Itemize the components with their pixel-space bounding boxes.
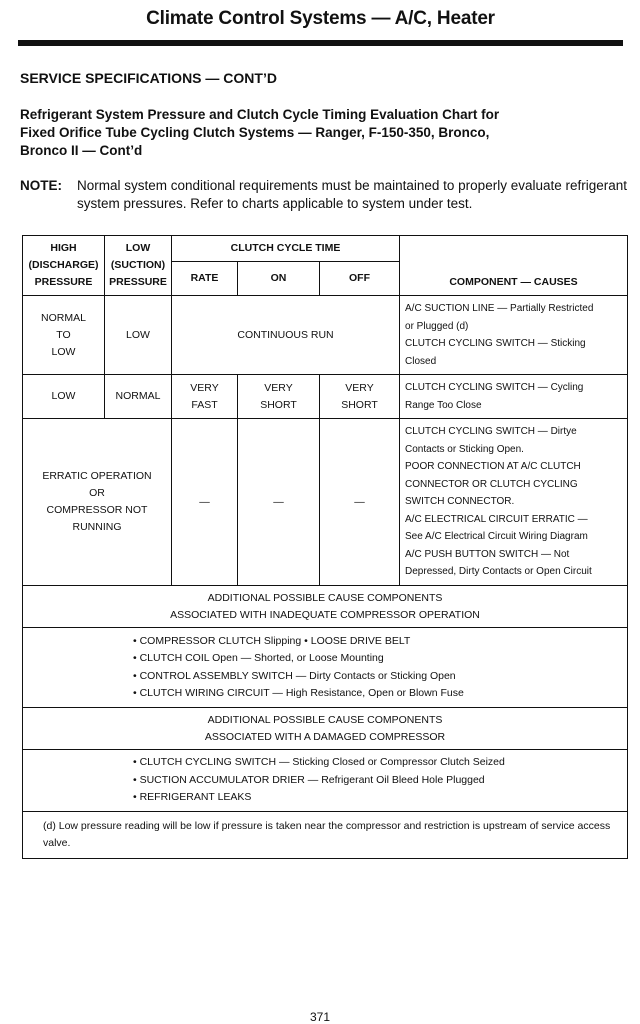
chart-title-line: Fixed Orifice Tube Cycling Clutch Systems — Ranger, F-150-350, Bronco, (20, 125, 490, 140)
list-item: • CONTROL ASSEMBLY SWITCH — Dirty Contacts or Sticking Open (133, 669, 456, 682)
note-text: Normal system conditional requirements must be maintained to properly evaluate refrigerant system pressures. Refer to charts applicable to system under test. (77, 178, 628, 211)
table-row (23, 296, 628, 375)
chart-title-line: Refrigerant System Pressure and Clutch Cycle Timing Evaluation Chart for (20, 107, 500, 122)
header-high-pressure: HIGH (DISCHARGE) PRESSURE (23, 236, 105, 296)
note-label: NOTE: (20, 178, 62, 193)
list-item: • CLUTCH CYCLING SWITCH — Sticking Closed or Compressor Clutch Seized (133, 756, 505, 768)
header-off: OFF (320, 262, 400, 296)
note (20, 177, 627, 213)
chart-title-line: Bronco II — Cont’d (20, 143, 143, 158)
inadequate-operation-heading: ADDITIONAL POSSIBLE CAUSE COMPONENTS ASSOCIATED WITH INADEQUATE COMPRESSOR OPERATION (23, 586, 628, 628)
damaged-compressor-list (23, 750, 628, 812)
list-item: • COMPRESSOR CLUTCH Slipping • LOOSE DRIVE BELT (133, 634, 411, 647)
table-row (23, 375, 628, 419)
cell-off: — (320, 419, 400, 586)
header-rate: RATE (172, 262, 238, 296)
page-header-title: Climate Control Systems — A/C, Heater (146, 8, 495, 29)
cell-causes: CLUTCH CYCLING SWITCH — Cycling Range Too Close (400, 375, 628, 419)
cell-causes: CLUTCH CYCLING SWITCH — Dirtye Contacts or Sticking Open. POOR CONNECTION AT A/C CLUTCH CONNECTOR OR CLUTCH CYCLING SWITCH CONNECTOR. A/C ELECTRICAL CIRCUIT ERRATIC — See A/C Electrical Circuit Wiring Diagram A/C PUSH BUTTON SWITCH — Not Depressed, Dirty Contacts or Open Circuit (400, 419, 628, 586)
footnote: (d) Low pressure reading will be low if pressure is taken near the compressor and restriction is upstream of service access valve. (23, 811, 628, 858)
chart-title (20, 106, 625, 160)
cell-high: NORMAL TO LOW (23, 296, 105, 375)
cell-high: LOW (23, 375, 105, 419)
cell-on: — (238, 419, 320, 586)
cell-rate: VERY FAST (172, 375, 238, 419)
list-item: • REFRIGERANT LEAKS (133, 791, 252, 803)
cell-causes: A/C SUCTION LINE — Partially Restricted or Plugged (d) CLUTCH CYCLING SWITCH — Sticking Closed (400, 296, 628, 375)
header-low-pressure: LOW (SUCTION) PRESSURE (105, 236, 172, 296)
cell-off: VERY SHORT (320, 375, 400, 419)
list-item: • CLUTCH COIL Open — Shorted, or Loose Mounting (133, 652, 384, 664)
cell-low: NORMAL (105, 375, 172, 419)
cell-low: LOW (105, 296, 172, 375)
cell-rate: — (172, 419, 238, 586)
header-clutch-cycle-time: CLUTCH CYCLE TIME (172, 236, 400, 262)
evaluation-table (22, 235, 628, 859)
header-on: ON (238, 262, 320, 296)
header-component-causes: COMPONENT — CAUSES (400, 236, 628, 296)
header-rule (18, 40, 623, 46)
cell-high-low: ERRATIC OPERATION OR COMPRESSOR NOT RUNNING (23, 419, 172, 586)
list-item: • CLUTCH WIRING CIRCUIT — High Resistance, Open or Blown Fuse (133, 687, 464, 699)
section-heading: SERVICE SPECIFICATIONS — CONT’D (20, 70, 277, 86)
table-row (23, 419, 628, 586)
cell-cycle: CONTINUOUS RUN (172, 296, 400, 375)
damaged-compressor-heading: ADDITIONAL POSSIBLE CAUSE COMPONENTS ASSOCIATED WITH A DAMAGED COMPRESSOR (23, 708, 628, 750)
list-item: • SUCTION ACCUMULATOR DRIER — Refrigerant Oil Bleed Hole Plugged (133, 773, 485, 786)
inadequate-operation-list (23, 628, 628, 708)
cell-on: VERY SHORT (238, 375, 320, 419)
page-number: 371 (309, 1010, 331, 1024)
